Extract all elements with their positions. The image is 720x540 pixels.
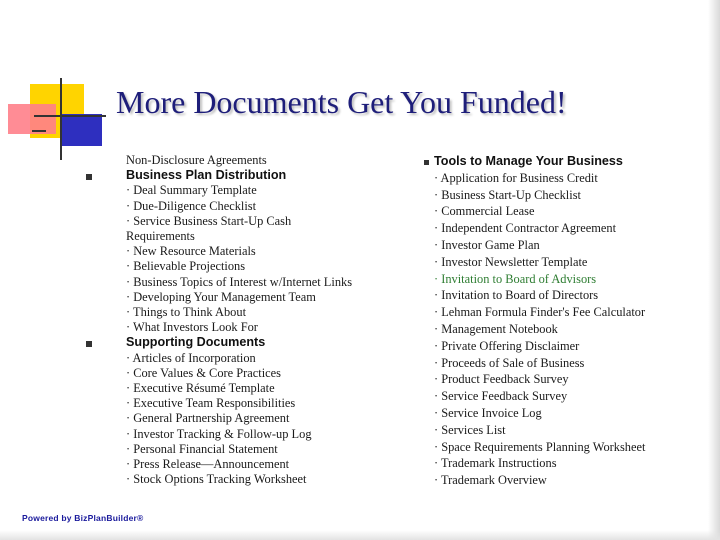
edge-shadow — [708, 0, 720, 540]
list-item: · Business Topics of Interest w/Internet Links — [126, 274, 353, 289]
horizontal-tick — [32, 130, 46, 132]
list-item: · Investor Newsletter Template — [434, 254, 588, 269]
list-item: · Due-Diligence Checklist — [126, 198, 257, 213]
list-item: · Trademark Instructions — [434, 456, 557, 471]
list-item: · Developing Your Management Team — [126, 289, 316, 304]
section-heading: Business Plan Distribution — [126, 168, 287, 183]
list-item: · Articles of Incorporation — [126, 350, 256, 365]
list-item: · Deal Summary Template — [126, 183, 257, 198]
right-column — [424, 153, 704, 489]
list-item: · Press Release—Announcement — [126, 457, 290, 472]
list-item: · Lehman Formula Finder's Fee Calculator — [434, 305, 646, 320]
tools-list — [424, 170, 704, 489]
square-bullet-icon — [86, 341, 92, 347]
list-item: · Business Start-Up Checklist — [434, 187, 581, 202]
list-item: · Stock Options Tracking Worksheet — [126, 472, 307, 487]
edge-shadow-bottom — [0, 530, 720, 540]
list-item: Requirements — [126, 229, 195, 244]
list-item: · Trademark Overview — [434, 473, 547, 488]
list-item: · Services List — [434, 422, 506, 437]
list-item: · New Resource Materials — [126, 244, 256, 259]
list-item: · Service Invoice Log — [434, 405, 542, 420]
list-item: · Independent Contractor Agreement — [434, 221, 617, 236]
list-item: · Investor Game Plan — [434, 237, 540, 252]
list-item: · Commercial Lease — [434, 204, 535, 219]
vertical-line — [60, 78, 62, 160]
section-business-plan — [86, 168, 396, 183]
list-item: · General Partnership Agreement — [126, 411, 290, 426]
list-item: · Application for Business Credit — [434, 170, 598, 185]
section2-list — [86, 351, 396, 488]
page-title: More Documents Get You Funded! — [116, 84, 567, 120]
section1-list — [86, 183, 396, 335]
list-item: · Invitation to Board of Advisors — [434, 271, 597, 286]
list-item: · Invitation to Board of Directors — [434, 288, 599, 303]
blue-block — [60, 114, 102, 146]
list-item: · Believable Projections — [126, 259, 246, 274]
intro-line: Non-Disclosure Agreements — [126, 153, 267, 167]
left-column — [86, 153, 396, 487]
list-item: · Service Feedback Survey — [434, 389, 568, 404]
horizontal-line — [34, 115, 106, 117]
list-item: · Proceeds of Sale of Business — [434, 355, 585, 370]
list-item: · Investor Tracking & Follow-up Log — [126, 426, 312, 441]
list-item: · Management Notebook — [434, 321, 558, 336]
section-tools — [424, 153, 704, 170]
section-heading: Tools to Manage Your Business — [434, 154, 623, 168]
list-item: · Executive Team Responsibilities — [126, 396, 296, 411]
list-item: · Private Offering Disclaimer — [434, 338, 580, 353]
footer-powered-by: Powered by BizPlanBuilder® — [22, 513, 144, 523]
square-bullet-icon — [86, 174, 92, 180]
list-item: · Personal Financial Statement — [126, 441, 278, 456]
list-item: · Space Requirements Planning Worksheet — [434, 439, 646, 454]
list-item: · Product Feedback Survey — [434, 372, 569, 387]
list-item: · Core Values & Core Practices — [126, 365, 281, 380]
list-item: · Things to Think About — [126, 305, 247, 320]
section-heading: Supporting Documents — [126, 335, 266, 350]
list-item: · Service Business Start-Up Cash — [126, 213, 292, 228]
list-item: · What Investors Look For — [126, 320, 258, 335]
square-bullet-icon — [424, 160, 429, 165]
list-item: · Executive Résumé Template — [126, 381, 275, 396]
decorative-blocks-logo — [0, 0, 110, 165]
section-supporting-docs — [86, 335, 396, 350]
